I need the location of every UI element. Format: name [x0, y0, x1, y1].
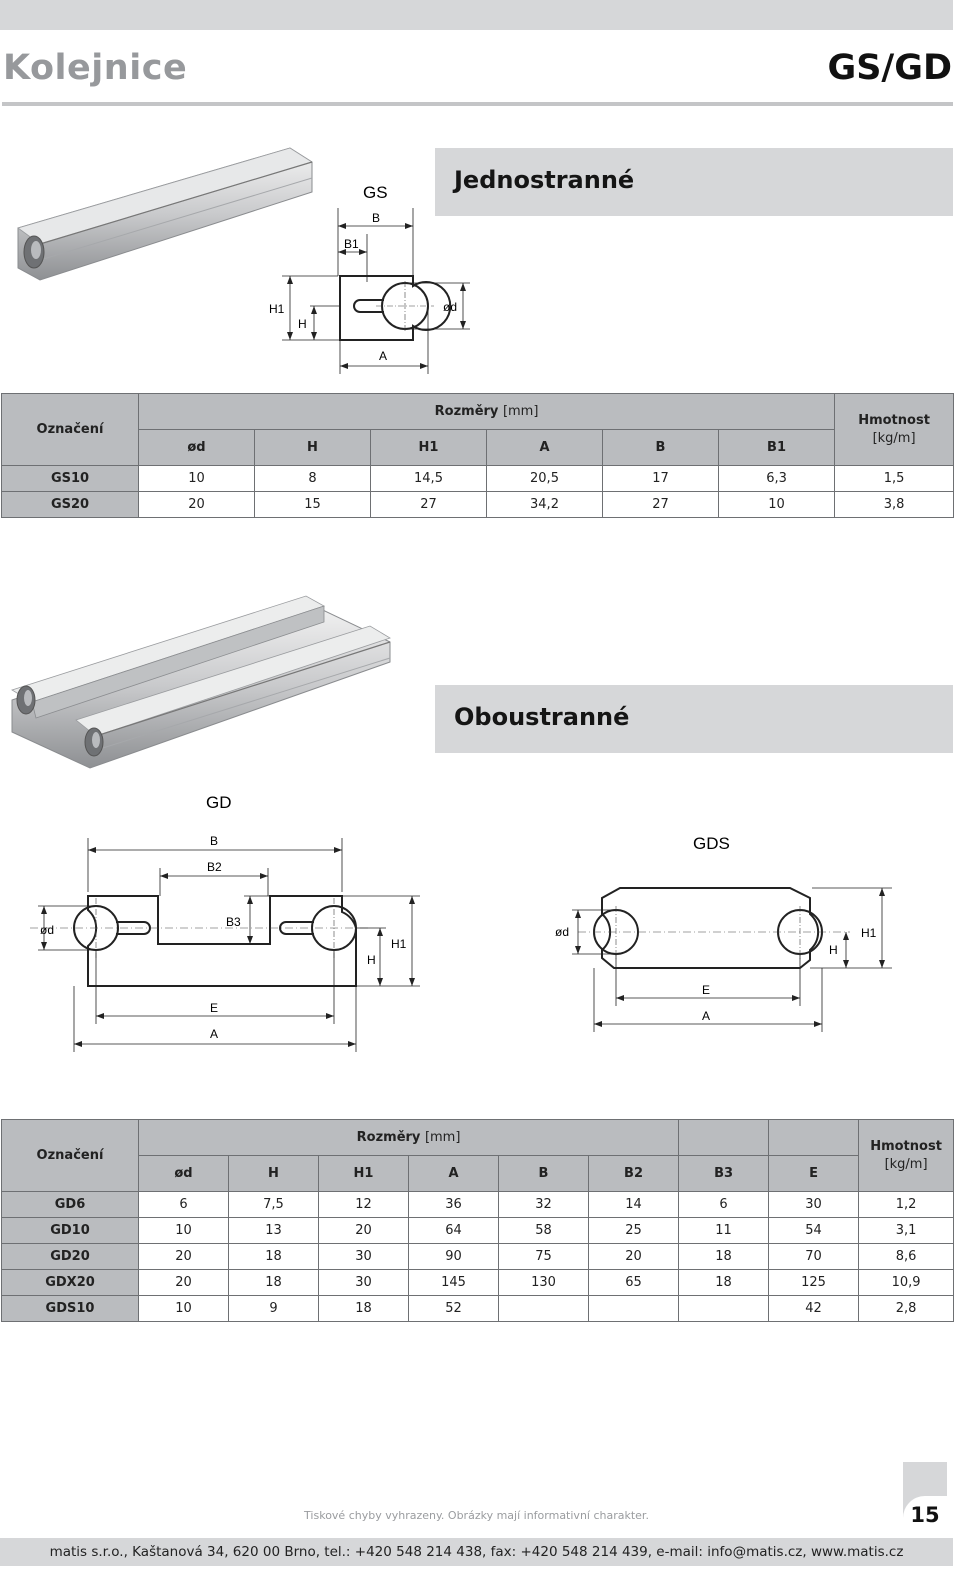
section-title-single: Jednostranné — [454, 166, 635, 194]
gs-label-b: B — [372, 211, 381, 225]
table-cell: 13 — [229, 1218, 319, 1244]
gs-label-h1: H1 — [269, 302, 285, 316]
table-cell: 18 — [679, 1244, 769, 1270]
gds-drawing-title: GDS — [693, 834, 730, 853]
table-cell: 36 — [409, 1192, 499, 1218]
table-cell: 10 — [139, 1296, 229, 1322]
table-cell: 15 — [255, 492, 371, 518]
table-row — [2, 1192, 954, 1218]
mass-cell: 8,6 — [859, 1244, 954, 1270]
title-rule — [2, 102, 953, 106]
gs-header-mass-unit: [kg/m] — [872, 430, 916, 446]
gs-header-mass-label: Hmotnost — [858, 412, 930, 428]
mass-cell: 3,8 — [835, 492, 954, 518]
gd-label-h1: H1 — [391, 937, 407, 951]
gs-header-rozmery-label: Rozměry — [434, 404, 499, 419]
gd-label-d: ød — [40, 923, 55, 937]
table-row — [2, 492, 954, 518]
gs-drawing-title: GS — [363, 183, 388, 202]
gd-header-rozmery-label: Rozměry — [356, 1130, 421, 1145]
gd-header-spacer-2 — [769, 1120, 859, 1156]
column-header: E — [769, 1156, 859, 1192]
section-band-double — [435, 685, 953, 753]
gd-label-a: A — [210, 1027, 219, 1041]
table-cell — [589, 1296, 679, 1322]
table-cell: 27 — [371, 492, 487, 518]
row-code: GS20 — [2, 492, 139, 518]
table-cell: 65 — [589, 1270, 679, 1296]
table-cell: 20 — [319, 1218, 409, 1244]
gd-header-mass-unit: [kg/m] — [884, 1156, 928, 1172]
mass-cell: 1,2 — [859, 1192, 954, 1218]
mass-cell: 3,1 — [859, 1218, 954, 1244]
gds-label-a: A — [702, 1009, 711, 1023]
table-cell: 14 — [589, 1192, 679, 1218]
gd-header-mass-label: Hmotnost — [870, 1138, 942, 1154]
table-cell: 58 — [499, 1218, 589, 1244]
disclaimer: Tiskové chyby vyhrazeny. Obrázky mají informativní charakter. — [304, 1509, 649, 1522]
section-title-double: Oboustranné — [454, 703, 630, 731]
row-code: GD6 — [2, 1192, 139, 1218]
row-code: GD10 — [2, 1218, 139, 1244]
column-header: A — [409, 1156, 499, 1192]
gd-label-h: H — [367, 953, 376, 967]
column-header: B — [499, 1156, 589, 1192]
table-cell: 25 — [589, 1218, 679, 1244]
table-cell: 18 — [679, 1270, 769, 1296]
gd-drawing-title: GD — [206, 793, 232, 812]
table-cell: 18 — [319, 1296, 409, 1322]
column-header: B2 — [589, 1156, 679, 1192]
column-header: H — [229, 1156, 319, 1192]
table-cell: 90 — [409, 1244, 499, 1270]
table-cell: 20,5 — [487, 466, 603, 492]
page-title: Kolejnice — [3, 48, 188, 88]
mass-cell: 2,8 — [859, 1296, 954, 1322]
table-cell: 17 — [603, 466, 719, 492]
table-cell: 70 — [769, 1244, 859, 1270]
gs-label-d: ød — [443, 300, 458, 314]
table-cell: 6,3 — [719, 466, 835, 492]
column-header: ød — [139, 1156, 229, 1192]
table-cell: 130 — [499, 1270, 589, 1296]
section-band-single — [435, 148, 953, 216]
table-cell: 20 — [139, 492, 255, 518]
gd-spec-table — [1, 1119, 954, 1322]
table-cell: 20 — [589, 1244, 679, 1270]
table-cell: 42 — [769, 1296, 859, 1322]
table-row — [2, 1218, 954, 1244]
table-cell: 32 — [499, 1192, 589, 1218]
table-cell: 34,2 — [487, 492, 603, 518]
product-code: GS/GD — [827, 48, 952, 88]
table-cell: 7,5 — [229, 1192, 319, 1218]
table-cell: 8 — [255, 466, 371, 492]
table-cell: 10 — [719, 492, 835, 518]
table-cell: 10 — [139, 466, 255, 492]
row-code: GDX20 — [2, 1270, 139, 1296]
column-header: ød — [139, 430, 255, 466]
column-header: A — [487, 430, 603, 466]
table-cell: 27 — [603, 492, 719, 518]
table-cell: 18 — [229, 1244, 319, 1270]
table-cell: 6 — [679, 1192, 769, 1218]
gs-header-oznaceni: Označení — [2, 394, 139, 466]
footer-contact: matis s.r.o., Kaštanová 34, 620 00 Brno, tel.: +420 548 214 438, fax: +420 548 214 439, e-mail: info@matis.cz, www.matis.cz — [49, 1544, 904, 1560]
gd-header-spacer-1 — [679, 1120, 769, 1156]
table-cell: 145 — [409, 1270, 499, 1296]
gs-label-a: A — [379, 349, 388, 363]
gd-label-e: E — [210, 1001, 219, 1015]
table-cell: 125 — [769, 1270, 859, 1296]
table-row — [2, 466, 954, 492]
gds-dimension-drawing — [550, 826, 900, 1036]
column-header: B1 — [719, 430, 835, 466]
row-code: GD20 — [2, 1244, 139, 1270]
table-cell: 18 — [229, 1270, 319, 1296]
gds-label-h1: H1 — [861, 926, 877, 940]
gds-label-h: H — [829, 943, 838, 957]
mass-cell: 10,9 — [859, 1270, 954, 1296]
table-cell — [679, 1296, 769, 1322]
table-cell: 30 — [319, 1244, 409, 1270]
gd-rail-illustration — [6, 592, 396, 772]
gd-label-b3: B3 — [226, 915, 241, 929]
table-row — [2, 1296, 954, 1322]
gd-header-mass — [859, 1120, 954, 1192]
table-cell: 6 — [139, 1192, 229, 1218]
gd-dimension-drawing — [30, 786, 430, 1056]
table-cell: 10 — [139, 1218, 229, 1244]
column-header: H1 — [319, 1156, 409, 1192]
row-code: GDS10 — [2, 1296, 139, 1322]
gs-header-rozmery — [139, 394, 835, 430]
table-cell: 30 — [319, 1270, 409, 1296]
row-code: GS10 — [2, 466, 139, 492]
table-cell: 64 — [409, 1218, 499, 1244]
column-header: H1 — [371, 430, 487, 466]
table-cell — [499, 1296, 589, 1322]
table-row — [2, 1270, 954, 1296]
page-number: 15 — [910, 1503, 940, 1527]
table-cell: 75 — [499, 1244, 589, 1270]
gd-label-b: B — [210, 834, 219, 848]
gds-label-e: E — [702, 983, 711, 997]
column-header: H — [255, 430, 371, 466]
table-cell: 14,5 — [371, 466, 487, 492]
mass-cell: 1,5 — [835, 466, 954, 492]
top-band — [0, 0, 953, 30]
table-cell: 30 — [769, 1192, 859, 1218]
column-header: B3 — [679, 1156, 769, 1192]
table-cell: 11 — [679, 1218, 769, 1244]
gs-label-b1: B1 — [344, 237, 359, 251]
gd-header-rozmery — [139, 1120, 679, 1156]
gs-spec-table — [1, 393, 954, 518]
footer-bar — [0, 1538, 953, 1566]
table-cell: 54 — [769, 1218, 859, 1244]
gd-label-b2: B2 — [207, 860, 222, 874]
table-cell: 20 — [139, 1244, 229, 1270]
gds-label-d: ød — [555, 925, 570, 939]
gs-label-h: H — [298, 317, 307, 331]
table-row — [2, 1244, 954, 1270]
table-cell: 20 — [139, 1270, 229, 1296]
column-header: B — [603, 430, 719, 466]
gs-header-mass — [835, 394, 954, 466]
table-cell: 9 — [229, 1296, 319, 1322]
gd-header-oznaceni: Označení — [2, 1120, 139, 1192]
table-cell: 12 — [319, 1192, 409, 1218]
gd-header-unit-mm: [mm] — [424, 1130, 461, 1145]
table-cell: 52 — [409, 1296, 499, 1322]
gs-header-unit-mm: [mm] — [502, 404, 539, 419]
